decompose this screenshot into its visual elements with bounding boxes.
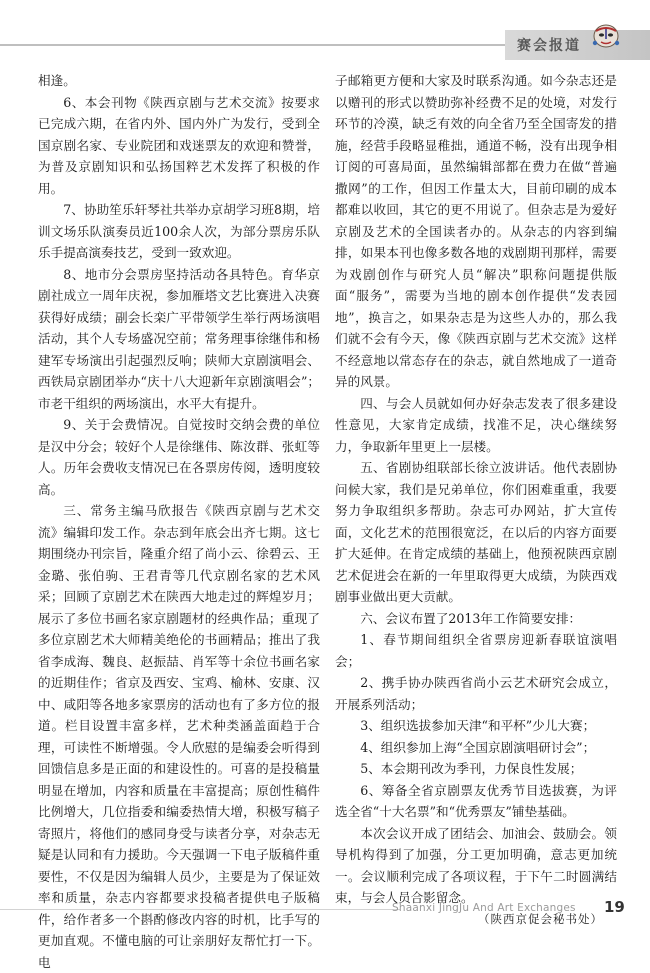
paragraph: 子邮箱更方便和大家及时联系沟通。如今杂志还是以赠刊的形式以赞助弥补经费不足的处境，对发行环节的冷漠，缺乏有效的向全省乃至全国寄发的措施，经营手段略显稚拙，通道不畅，没有出现争相订阅的可喜局面，虽然编辑部都在费力在做“普遍撒网”的工作，但因工作量太大，目前印刷的成本都难以收回，其它的更不用说了。但杂志是为爱好京剧及艺术的全国读者办的。从杂志的内容到编排，如果本刊也像多数各地的戏剧期刊那样，需要为戏剧创作与研究人员“解决”职称问题提供版面“服务”，需要为当地的剧本创作提供“发表园地”，换言之，如果杂志是为这些人办的，那么我们就不会有今天，像《陕西京剧与艺术交流》这样不经意地以常态存在的杂志，就自然地成了一道奇异的风景。 — [335, 73, 617, 389]
paragraph: 6、筹备全省京剧票友优秀节目选拔赛，为评选全省“十大名票”和“优秀票友”铺垫基础。 — [335, 782, 617, 819]
journal-name: Shaanxi JingJu And Art Exchanges — [392, 902, 576, 914]
opera-mask-icon — [591, 23, 621, 49]
paragraph: 2、携手协办陕西省尚小云艺术研究会成立，开展系列活动； — [335, 675, 617, 712]
paragraph: 3、组织选拔参加天津“和平杯”少儿大赛； — [360, 718, 596, 733]
page-number: 19 — [604, 898, 625, 916]
page-header — [0, 30, 650, 60]
paragraph: 相逢。 — [38, 73, 76, 88]
page-footer — [0, 898, 650, 918]
paragraph: 三、常务主编马欣报告《陕西京剧与艺术交流》编辑印发工作。杂志到年底会出齐七期。这七期围绕办刊宗旨，隆重介绍了尚小云、徐碧云、王金璐、张伯驹、王君青等几代京剧名家的艺术风采；回顾了京剧艺术在陕西大地走过的辉煌岁月；展示了多位书画名家京剧题材的经典作品；重现了多位京剧艺术大师精美绝伦的书画精品；推出了我省李成海、魏良、赵振喆、肖军等十余位书画名家的近期佳作；省京及西安、宝鸡、榆林、安康、汉中、咸阳等各地多家票房的活动也有了多方位的报道。栏目设置丰富多样，艺术种类涵盖面趋于合理，可读性不断增强。令人欣慰的是编委会听得到回馈信息多是正面的和建设性的。可喜的是投稿量明显在增加，内容和质量在丰富提高；原创性稿件比例增大，几位指委和编委热情大增，积极写稿子寄照片，将他们的感同身受与读者分享，对杂志无疑是认同和有力援助。今天强调一下电子版稿件重要性，不仅是因为编辑人员少，主要是为了保证效率和质量，杂志内容都要求投稿者提供电子版稿件，给作者多一个斟酌修改内容的时机，比手写的更加直观。不懂电脑的可让亲朋好友帮忙打一下。电 — [38, 503, 320, 970]
paragraph: 8、地市分会票房坚持活动各具特色。育华京剧社成立一周年庆祝，参加雁塔文艺比赛进入决赛获得好成绩；副会长栾广平带领学生举行两场演唱活动，其个人专场盛况空前；常务理事徐继伟和杨建军专场演出引起强烈反响；陕师大京剧演唱会、西铁局京剧团举办“庆十八大迎新年京剧演唱会”；市老干组织的两场演出，水平大有提升。 — [38, 266, 320, 411]
signature: （陕西京促会秘书处） — [478, 911, 603, 926]
paragraph: 1、春节期间组织全省票房迎新春联谊演唱会； — [335, 632, 617, 669]
paragraph: 6、本会刊物《陕西京剧与艺术交流》按要求已完成六期，在省内外、国内外广为发行，受到全国京剧名家、专业院团和戏迷票友的欢迎和赞誉，为普及京剧知识和弘扬国粹艺术发挥了积极的作用。 — [38, 94, 320, 196]
paragraph: 9、关于会费情况。自觉按时交纳会费的单位是汉中分会；较好个人是徐继伟、陈汝群、张虹等人。历年会费收支情况已在各票房传阅，透明度较高。 — [38, 417, 320, 497]
paragraph: 本次会议开成了团结会、加油会、鼓励会。领导机构得到了加强，分工更加明确，意志更加统一。会议顺利完成了各项议程，于下午二时圆满结束，与会人员合影留念。 — [335, 825, 617, 905]
paragraph: 5、本会期刊改为季刊，力保良性发展； — [360, 761, 583, 776]
footer-rule — [0, 909, 400, 910]
paragraph: 五、省剧协组联部长徐立波讲话。他代表剧协问候大家，我们是兄弟单位，你们困难重重，我要努力争取组织多帮助。杂志可办网站，扩大宣传面，文化艺术的范围很宽泛，在以后的内容方面要扩大延伸。在肯定成绩的基础上，他预祝陕西京剧艺术促进会在新的一年里取得更大成绩，为陕西戏剧事业做出更大贡献。 — [335, 460, 617, 604]
header-rule — [0, 44, 505, 46]
paragraph: 六、会议布置了2013年工作简要安排： — [360, 610, 582, 626]
paragraph: 四、与会人员就如何办好杂志发表了很多建设性意见，大家肯定成绩，找准不足，决心继续努力，争取新年里更上一层楼。 — [335, 395, 617, 454]
paragraph: 7、协助笙乐轩琴社共举办京胡学习班8期，培训文场乐队演奏员近100余人次，为部分票房乐队乐手提高演奏技艺，受到一致欢迎。 — [38, 202, 320, 260]
right-column — [335, 70, 617, 930]
left-column — [38, 70, 320, 973]
section-title: 赛会报道 — [517, 38, 581, 54]
paragraph: 4、组织参加上海“全国京剧演唱研讨会”； — [360, 739, 596, 755]
